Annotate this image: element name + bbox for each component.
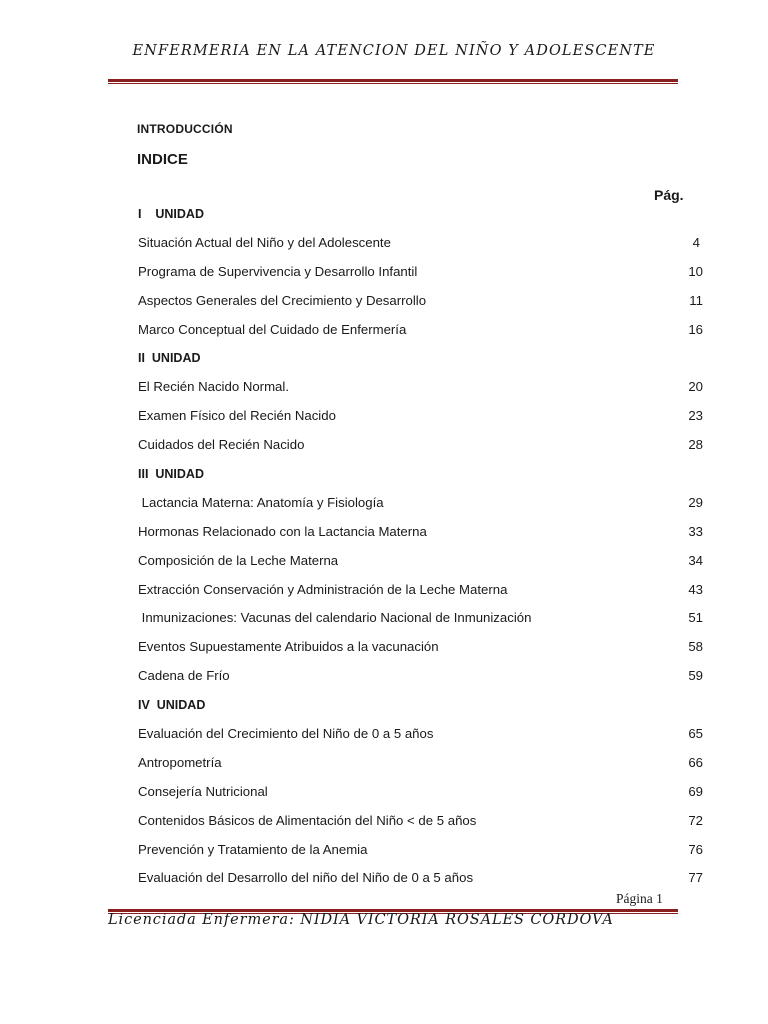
toc-unit-heading (137, 460, 703, 489)
table-of-contents (137, 200, 703, 893)
toc-entry (137, 258, 703, 287)
document-header-title: ENFERMERIA EN LA ATENCION DEL NIÑO Y ADOLESCENTE (132, 43, 656, 59)
toc-entry (137, 547, 703, 576)
toc-entry (137, 489, 703, 518)
page-number: Página 1 (616, 891, 663, 906)
toc-unit-heading (137, 200, 703, 229)
toc-entry-title: Prevención y Tratamiento de la Anemia (138, 841, 368, 857)
toc-unit-heading (137, 691, 703, 720)
toc-entry-title: Extracción Conservación y Administración de la Leche Materna (138, 581, 508, 597)
toc-entry-page: 23 (688, 408, 703, 424)
toc-entry-page: 65 (688, 726, 703, 742)
toc-entry-title: Evaluación del Desarrollo del niño del Niño de 0 a 5 años (138, 870, 474, 886)
toc-entry-title: III UNIDAD (138, 467, 204, 482)
toc-entry-page: 28 (688, 437, 703, 453)
toc-entry-page: 10 (688, 263, 703, 279)
toc-entry-title: II UNIDAD (138, 351, 201, 366)
toc-entry-page: 16 (688, 321, 703, 337)
toc-entry-title: Inmunizaciones: Vacunas del calendario Nacional de Inmunización (138, 610, 532, 626)
toc-entry-title: Programa de Supervivencia y Desarrollo Infantil (138, 263, 418, 279)
toc-entry (137, 229, 703, 258)
toc-unit-heading (137, 344, 703, 373)
toc-entry-title: Consejería Nutricional (138, 783, 268, 799)
toc-entry (137, 778, 703, 807)
toc-entry-title: Cuidados del Recién Nacido (138, 437, 305, 453)
toc-entry-page: 59 (688, 668, 703, 684)
footer-author: Licenciada Enfermera: NIDIA VICTORIA ROSALES CORDOVA (108, 912, 614, 928)
toc-entry (137, 633, 703, 662)
toc-entry-page: 77 (688, 870, 703, 886)
toc-entry (137, 402, 703, 431)
toc-entry (137, 518, 703, 547)
toc-entry-page: 29 (688, 494, 703, 510)
toc-entry-title: El Recién Nacido Normal. (138, 379, 289, 395)
toc-entry-title: Eventos Supuestamente Atribuidos a la vacunación (138, 639, 439, 655)
toc-entry-title: Antropometría (138, 754, 222, 770)
toc-entry-page: 43 (688, 581, 703, 597)
toc-entry-page: 11 (689, 292, 703, 308)
toc-entry-page: 33 (688, 523, 703, 539)
toc-entry-title: I UNIDAD (138, 207, 204, 221)
toc-entry (137, 373, 703, 402)
toc-entry (137, 576, 703, 605)
toc-entry-page: 66 (688, 754, 703, 770)
toc-entry-title: Contenidos Básicos de Alimentación del Niño < de 5 años (138, 812, 477, 828)
toc-entry-title: Cadena de Frío (138, 668, 230, 684)
toc-entry-title: Lactancia Materna: Anatomía y Fisiología (138, 494, 384, 510)
toc-entry (137, 749, 703, 778)
index-heading: INDICE (137, 151, 188, 168)
introduction-heading: INTRODUCCIÓN (137, 122, 233, 136)
toc-entry-title: Situación Actual del Niño y del Adolescente (138, 234, 391, 250)
toc-entry-page: 34 (688, 552, 703, 568)
toc-entry-page: 69 (688, 783, 703, 799)
toc-entry (137, 431, 703, 460)
toc-entry-page: 72 (688, 812, 703, 828)
toc-entry-page: 4 (692, 234, 700, 250)
toc-entry-page: 20 (688, 379, 703, 395)
toc-entry-title: Aspectos Generales del Crecimiento y Desarrollo (138, 292, 427, 308)
toc-entry (137, 720, 703, 749)
toc-entry-title: Marco Conceptual del Cuidado de Enfermería (138, 321, 407, 337)
toc-entry-page: 76 (688, 841, 703, 857)
toc-entry (137, 662, 703, 691)
toc-entry-title: Composición de la Leche Materna (138, 552, 339, 568)
toc-entry (137, 807, 703, 836)
toc-entry (137, 604, 703, 633)
page-column-label: Pág. (654, 187, 684, 203)
toc-entry-page: 58 (688, 639, 703, 655)
toc-entry-title: Hormonas Relacionado con la Lactancia Materna (138, 523, 427, 539)
toc-entry-page: 51 (688, 610, 703, 626)
toc-entry-title: IV UNIDAD (138, 698, 206, 713)
toc-entry (137, 316, 703, 345)
header-rule (108, 79, 678, 84)
toc-entry (137, 836, 703, 865)
toc-entry (137, 287, 703, 316)
toc-entry (137, 864, 703, 893)
toc-entry-title: Evaluación del Crecimiento del Niño de 0 a 5 años (138, 726, 434, 742)
toc-entry-title: Examen Físico del Recién Nacido (138, 408, 336, 424)
